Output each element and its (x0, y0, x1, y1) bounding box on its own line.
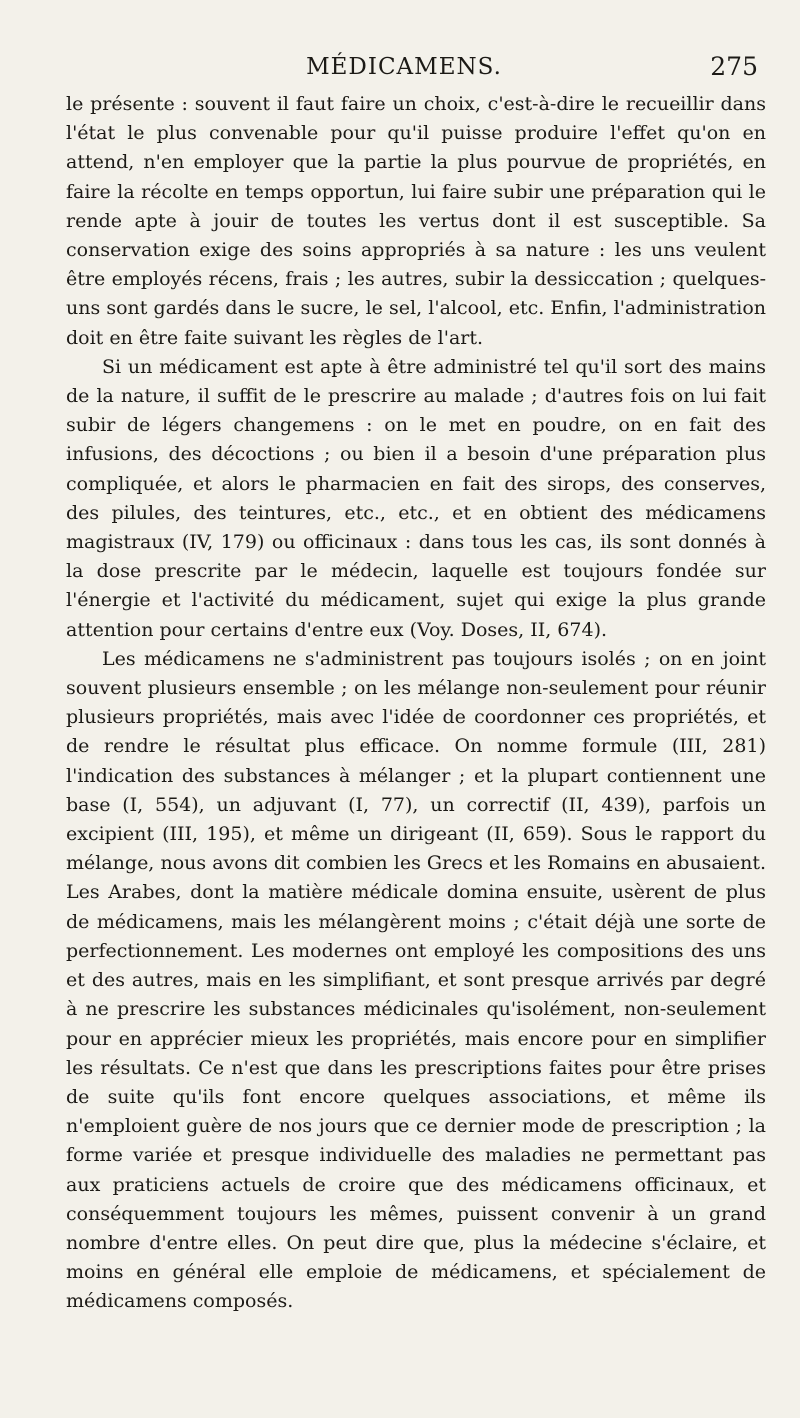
paragraph: Les médicamens ne s'administrent pas toujours isolés ; on en joint souvent plusieurs ensemble ; on les mélange non-seulement pour réunir plusieurs propriétés, mais avec l'idée de coordonner ces propriétés, et de rendre le résultat plus efficace. On nomme formule (III, 281) l'indication des substances à mélanger ; et la plupart contiennent une base (I, 554), un adjuvant (I, 77), un correctif (II, 439), parfois un excipient (III, 195), et même un dirigeant (II, 659). Sous le rapport du mélange, nous avons dit combien les Grecs et les Romains en abusaient. Les Arabes, dont la matière médicale domina ensuite, usèrent de plus de médicamens, mais les mélangèrent moins ; c'était déjà une sorte de perfectionnement. Les modernes ont employé les compositions des uns et des autres, mais en les simplifiant, et sont presque arrivés par degré à ne prescrire les substances médicinales qu'isolément, non-seulement pour en apprécier mieux les propriétés, mais encore pour en simplifier les résultats. Ce n'est que dans les prescriptions faites pour être prises de suite qu'ils font encore quelques associations, et même ils n'emploient guère de nos jours que ce dernier mode de prescription ; la forme variée et presque individuelle des maladies ne permettant pas aux praticiens actuels de croire que des médicamens officinaux, et conséquemment toujours les mêmes, puissent convenir à un grand nombre d'entre elles. On peut dire que, plus la médecine s'éclaire, et moins en général elle emploie de médicamens, et spécialement de médicamens composés. (66, 647, 766, 1313)
page-number: 275 (710, 52, 758, 81)
running-title: MÉDICAMENS. (306, 54, 502, 80)
body-text (66, 90, 766, 1317)
paragraph-continued: le présente : souvent il faut faire un choix, c'est-à-dire le recueillir dans l'état le plus convenable pour qu'il puisse produire l'effet qu'on en attend, n'en employer que la partie la plus pourvue de propriétés, en faire la récolte en temps opportun, lui faire subir une préparation qui le rende apte à jouir de toutes les vertus dont il est susceptible. Sa conservation exige des soins appropriés à sa nature : les uns veulent être employés récens, frais ; les autres, subir la dessiccation ; quelques-uns sont gardés dans le sucre, le sel, l'alcool, etc. Enfin, l'administration doit en être faite suivant les règles de l'art. (66, 93, 766, 349)
paragraph: Si un médicament est apte à être administré tel qu'il sort des mains de la nature, il suffit de le prescrire au malade ; d'autres fois on lui fait subir de légers changemens : on le met en poudre, on en fait des infusions, des décoctions ; ou bien il a besoin d'une préparation plus compliquée, et alors le pharmacien en fait des sirops, des conserves, des pilules, des teintures, etc., etc., et en obtient des médicamens magistraux (IV, 179) ou officinaux : dans tous les cas, ils sont donnés à la dose prescrite par le médecin, laquelle est toujours fondée sur l'énergie et l'activité du médicament, sujet qui exige la plus grande attention pour certains d'entre eux (Voy. Doses, II, 674). (66, 355, 766, 641)
page-header (66, 52, 766, 90)
